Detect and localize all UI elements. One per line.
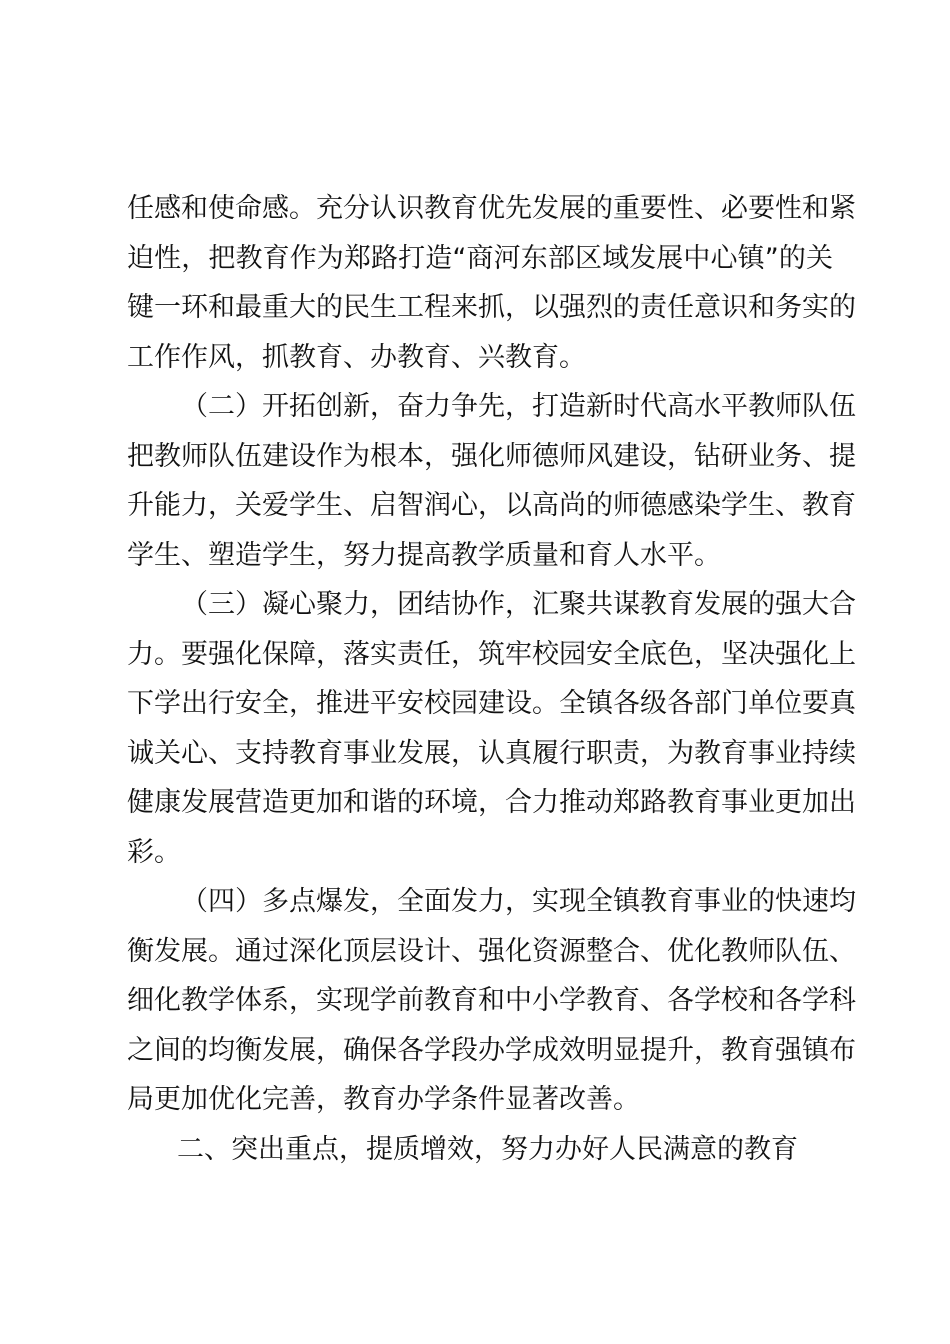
paragraph-line: 之间的均衡发展，确保各学段办学成效明显提升，教育强镇布 xyxy=(127,1034,856,1066)
paragraph-line: 工作作风，抓教育、办教育、兴教育。 xyxy=(127,341,586,373)
paragraph-line: 诚关心、支持教育事业发展，认真履行职责，为教育事业持续 xyxy=(127,737,856,769)
document-body xyxy=(127,184,856,1174)
paragraph-line: 下学出行安全，推进平安校园建设。全镇各级各部门单位要真 xyxy=(127,688,856,719)
paragraph-line: 迫性，把教育作为郑路打造“商河东部区域发展中心镇”的关 xyxy=(127,242,833,274)
paragraph-line: 任感和使命感。充分认识教育优先发展的重要性、必要性和紧 xyxy=(127,193,856,224)
subheading-line: （四）多点爆发，全面发力，实现全镇教育事业的快速均 xyxy=(181,886,856,917)
section-heading: 二、突出重点，提质增效，努力办好人民满意的教育 xyxy=(177,1133,798,1165)
paragraph-line: 彩。 xyxy=(127,836,181,868)
paragraph-line: 局更加优化完善，教育办学条件显著改善。 xyxy=(127,1084,640,1115)
subheading-line: （二）开拓创新，奋力争先，打造新时代高水平教师队伍 xyxy=(181,391,856,422)
paragraph-line: 力。要强化保障，落实责任，筑牢校园安全底色，坚决强化上 xyxy=(127,638,856,670)
paragraph-line: 升能力，关爱学生、启智润心，以高尚的师德感染学生、教育 xyxy=(127,490,856,521)
subheading-line: （三）凝心聚力，团结协作，汇聚共谋教育发展的强大合 xyxy=(181,589,856,620)
paragraph-line: 衡发展。通过深化顶层设计、强化资源整合、优化教师队伍、 xyxy=(127,935,856,967)
paragraph-line: 健康发展营造更加和谐的环境，合力推动郑路教育事业更加出 xyxy=(127,787,856,818)
paragraph-line: 学生、塑造学生，努力提高教学质量和育人水平。 xyxy=(127,539,721,571)
paragraph-line: 把教师队伍建设作为根本，强化师德师风建设，钻研业务、提 xyxy=(127,440,856,472)
paragraph-line: 键一环和最重大的民生工程来抓，以强烈的责任意识和务实的 xyxy=(127,292,856,323)
paragraph-line: 细化教学体系，实现学前教育和中小学教育、各学校和各学科 xyxy=(127,985,856,1016)
